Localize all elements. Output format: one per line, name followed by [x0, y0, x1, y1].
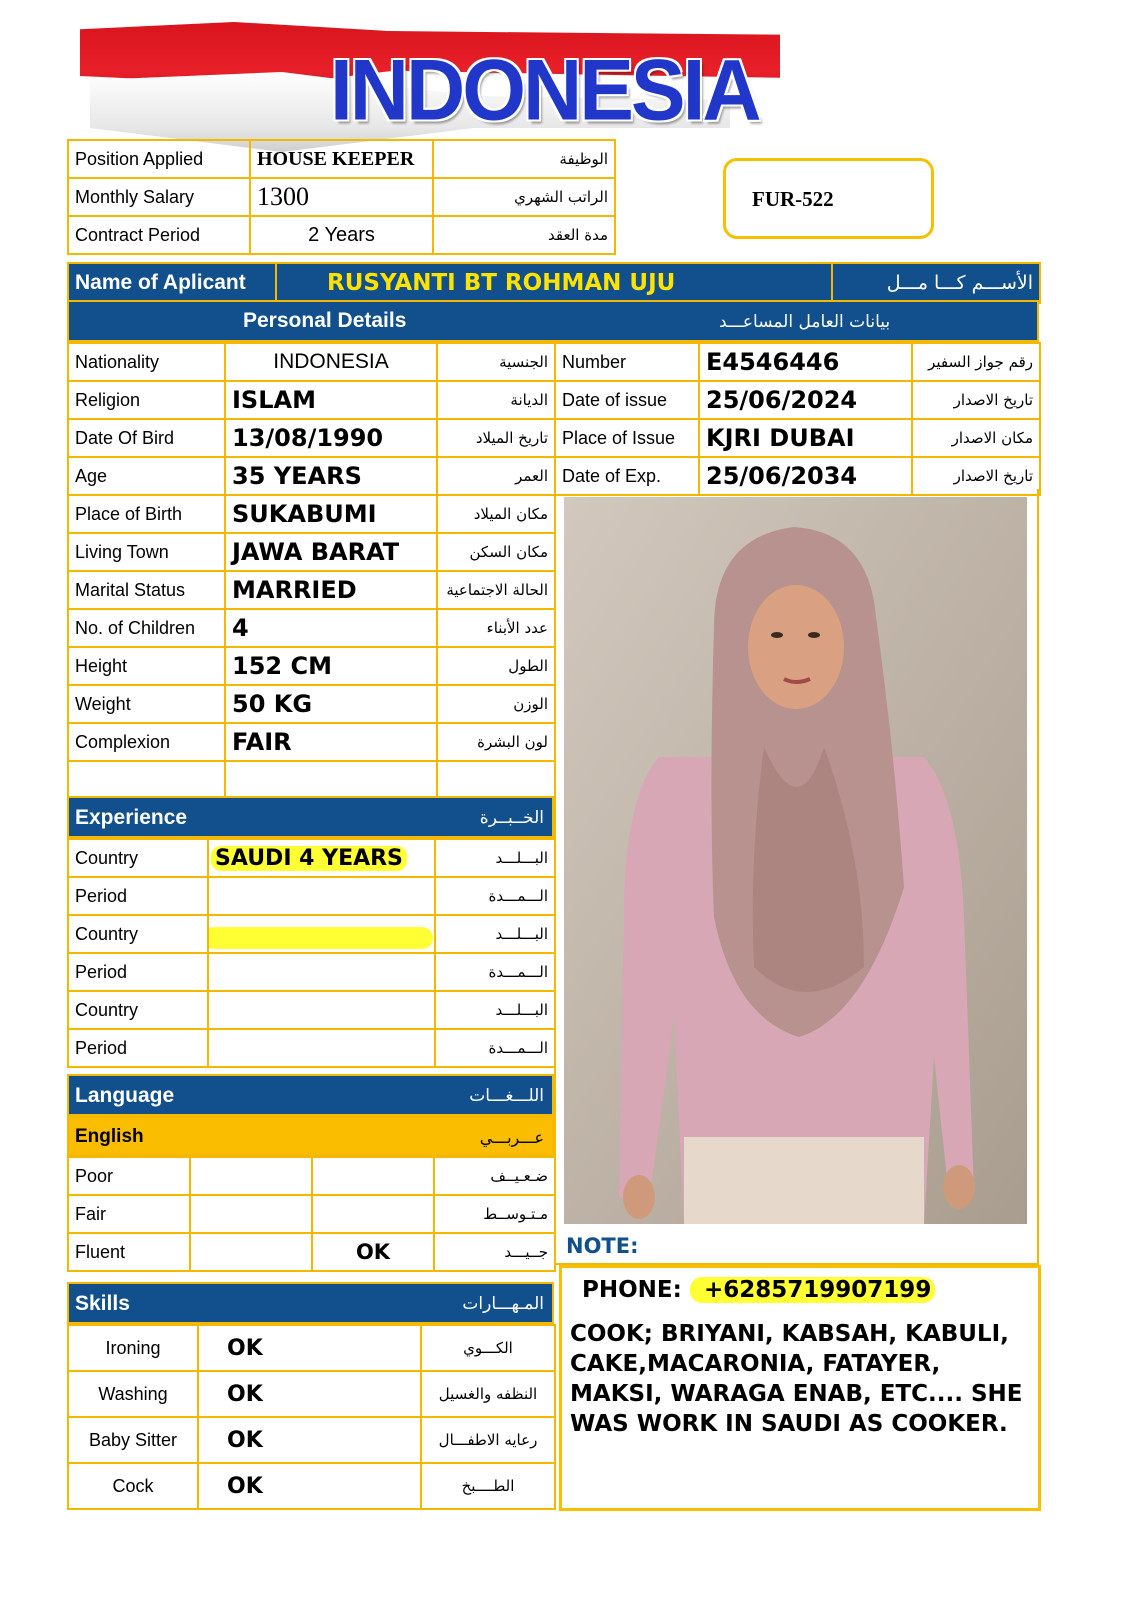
passport-row [555, 343, 1040, 381]
skill-row [68, 1371, 555, 1417]
language-level: Fair [68, 1195, 190, 1233]
skill-label: Ironing [68, 1325, 198, 1371]
phone-number: +6285719907199 [690, 1277, 935, 1303]
personal-label: Nationality [68, 343, 225, 381]
experience-label-ar: الـــمـــدة [435, 877, 555, 915]
experience-row [68, 953, 555, 991]
language-header [67, 1074, 554, 1116]
language-level: Poor [68, 1157, 190, 1195]
job-value: 1300 [250, 178, 433, 216]
experience-label-ar: البـــلـــد [435, 839, 555, 877]
applicant-label-ar: الأســـم كـــا مـــل [832, 263, 1040, 303]
personal-label-ar: مكان السكن [437, 533, 555, 571]
passport-row [555, 419, 1040, 457]
personal-row [68, 457, 555, 495]
language-title: Language [75, 1084, 175, 1107]
job-label: Position Applied [68, 140, 250, 178]
job-label-ar: مدة العقد [433, 216, 615, 254]
experience-label-ar: الـــمـــدة [435, 1029, 555, 1067]
personal-details-header [67, 300, 1039, 342]
personal-label-ar: الحالة الاجتماعية [437, 571, 555, 609]
skill-value: OK [198, 1325, 421, 1371]
personal-value: MARRIED [225, 571, 437, 609]
skill-value: OK [198, 1371, 421, 1417]
experience-label: Country [68, 915, 208, 953]
personal-value: 13/08/1990 [225, 419, 437, 457]
personal-label: Marital Status [68, 571, 225, 609]
experience-value [208, 991, 435, 1029]
personal-value: ISLAM [225, 381, 437, 419]
passport-value: KJRI DUBAI [699, 419, 912, 457]
skill-label-ar: النظفه والغسيل [421, 1371, 555, 1417]
applicant-name: RUSYANTI BT ROHMAN UJU [276, 263, 832, 303]
experience-value [208, 1029, 435, 1067]
skill-label-ar: الطــــبخ [421, 1463, 555, 1509]
personal-row [68, 533, 555, 571]
personal-table [67, 342, 556, 800]
language-english-cell [190, 1233, 312, 1271]
skill-value: OK [198, 1463, 421, 1509]
skill-value: OK [198, 1417, 421, 1463]
personal-value: 152 CM [225, 647, 437, 685]
personal-label-ar: مكان الميلاد [437, 495, 555, 533]
experience-table [67, 838, 556, 1068]
personal-row [68, 571, 555, 609]
experience-label: Period [68, 877, 208, 915]
passport-label-ar: مكان الاصدار [912, 419, 1040, 457]
personal-label: No. of Children [68, 609, 225, 647]
experience-title: Experience [75, 806, 188, 829]
language-english-cell [190, 1195, 312, 1233]
job-table [67, 139, 616, 255]
experience-label-ar: البـــلـــد [435, 991, 555, 1029]
skill-row [68, 1463, 555, 1509]
personal-label: Complexion [68, 723, 225, 761]
personal-label: Age [68, 457, 225, 495]
personal-details-title: Personal Details [243, 309, 407, 332]
job-row [68, 178, 615, 216]
skill-label: Washing [68, 1371, 198, 1417]
personal-label: Religion [68, 381, 225, 419]
passport-label: Place of Issue [555, 419, 699, 457]
job-value: HOUSE KEEPER [250, 140, 433, 178]
experience-label: Period [68, 953, 208, 991]
note-text: COOK; BRIYANI, KABSAH, KABULI, CAKE,MACARONIA, FATAYER, MAKSI, WARAGA ENAB, ETC.... SHE WAS WORK IN SAUDI AS COOKER. [570, 1321, 1023, 1437]
passport-label: Date of Exp. [555, 457, 699, 495]
experience-row [68, 877, 555, 915]
job-value: 2 Years [250, 216, 433, 254]
skills-header [67, 1282, 554, 1324]
country-title: INDONESIA [330, 42, 759, 139]
personal-row [68, 609, 555, 647]
passport-label-ar: تاريخ الاصدار [912, 381, 1040, 419]
personal-label-ar: الديانة [437, 381, 555, 419]
passport-value: 25/06/2024 [699, 381, 912, 419]
experience-row [68, 915, 555, 953]
applicant-name-bar [67, 262, 1041, 304]
language-subheader [67, 1116, 554, 1156]
passport-label-ar: تاريخ الاصدار [912, 457, 1040, 495]
applicant-photo [564, 497, 1027, 1224]
language-level-ar: مـتـوســط [434, 1195, 555, 1233]
personal-value: JAWA BARAT [225, 533, 437, 571]
applicant-label: Name of Aplicant [68, 263, 276, 303]
language-col-arabic: عـــربـــي [479, 1128, 544, 1147]
language-row [68, 1195, 555, 1233]
experience-label: Country [68, 991, 208, 1029]
note-title: NOTE: [566, 1234, 639, 1258]
personal-details-title-ar: بيانات العامل المساعـــد [719, 312, 891, 332]
passport-label: Number [555, 343, 699, 381]
experience-label: Country [68, 839, 208, 877]
language-level: Fluent [68, 1233, 190, 1271]
personal-row-empty [68, 761, 555, 799]
personal-row [68, 343, 555, 381]
personal-label: Living Town [68, 533, 225, 571]
skill-row [68, 1417, 555, 1463]
personal-label-ar: تاريخ الميلاد [437, 419, 555, 457]
language-level-ar: ضـعـيــف [434, 1157, 555, 1195]
personal-label: Date Of Bird [68, 419, 225, 457]
job-row [68, 216, 615, 254]
personal-label: Height [68, 647, 225, 685]
personal-row [68, 381, 555, 419]
language-english-cell [190, 1157, 312, 1195]
experience-header [67, 796, 554, 838]
personal-label-ar: عدد الأبناء [437, 609, 555, 647]
personal-label-ar: لون البشرة [437, 723, 555, 761]
personal-row [68, 685, 555, 723]
passport-label-ar: رقم جواز السفير [912, 343, 1040, 381]
personal-label: Place of Birth [68, 495, 225, 533]
experience-label-ar: البـــلـــد [435, 915, 555, 953]
personal-value: INDONESIA [225, 343, 437, 381]
personal-value: 50 KG [225, 685, 437, 723]
experience-value [208, 953, 435, 991]
personal-label-ar: الطول [437, 647, 555, 685]
personal-label-ar: العمر [437, 457, 555, 495]
language-table [67, 1156, 556, 1272]
language-arabic-cell: OK [312, 1233, 434, 1271]
job-label-ar: الوظيفة [433, 140, 615, 178]
language-row [68, 1233, 555, 1271]
personal-value: SUKABUMI [225, 495, 437, 533]
personal-row [68, 495, 555, 533]
experience-value: SAUDI 4 YEARS [211, 846, 407, 871]
reference-code: FUR-522 [723, 158, 934, 239]
skill-label: Baby Sitter [68, 1417, 198, 1463]
skills-table [67, 1324, 556, 1510]
language-row [68, 1157, 555, 1195]
personal-label: Weight [68, 685, 225, 723]
language-level-ar: جــيـــد [434, 1233, 555, 1271]
personal-label-ar: الجنسية [437, 343, 555, 381]
highlight-mark [208, 927, 433, 949]
skill-label-ar: رعايه الاطفـــال [421, 1417, 555, 1463]
passport-label: Date of issue [555, 381, 699, 419]
experience-row [68, 991, 555, 1029]
job-label: Contract Period [68, 216, 250, 254]
experience-row [68, 839, 555, 877]
experience-title-ar: الخــبــرة [479, 808, 544, 828]
skill-row [68, 1325, 555, 1371]
passport-table [554, 342, 1041, 496]
skills-title-ar: المـهـــارات [462, 1294, 544, 1314]
skills-title: Skills [75, 1292, 130, 1315]
language-arabic-cell [312, 1157, 434, 1195]
personal-value: FAIR [225, 723, 437, 761]
personal-row [68, 647, 555, 685]
language-col-english: English [75, 1126, 144, 1147]
experience-row [68, 1029, 555, 1067]
job-label-ar: الراتب الشهري [433, 178, 615, 216]
skill-label-ar: الكـــوي [421, 1325, 555, 1371]
language-title-ar: اللـــغـــات [469, 1086, 544, 1106]
passport-value: 25/06/2034 [699, 457, 912, 495]
passport-row [555, 381, 1040, 419]
phone-label: PHONE: [582, 1277, 682, 1303]
skill-label: Cock [68, 1463, 198, 1509]
job-row [68, 140, 615, 178]
personal-row [68, 723, 555, 761]
language-arabic-cell [312, 1195, 434, 1233]
experience-value [208, 877, 435, 915]
personal-row [68, 419, 555, 457]
job-label: Monthly Salary [68, 178, 250, 216]
experience-label-ar: الـــمـــدة [435, 953, 555, 991]
personal-value: 4 [225, 609, 437, 647]
personal-label-ar: الوزن [437, 685, 555, 723]
passport-value: E4546446 [699, 343, 912, 381]
experience-label: Period [68, 1029, 208, 1067]
personal-value: 35 YEARS [225, 457, 437, 495]
